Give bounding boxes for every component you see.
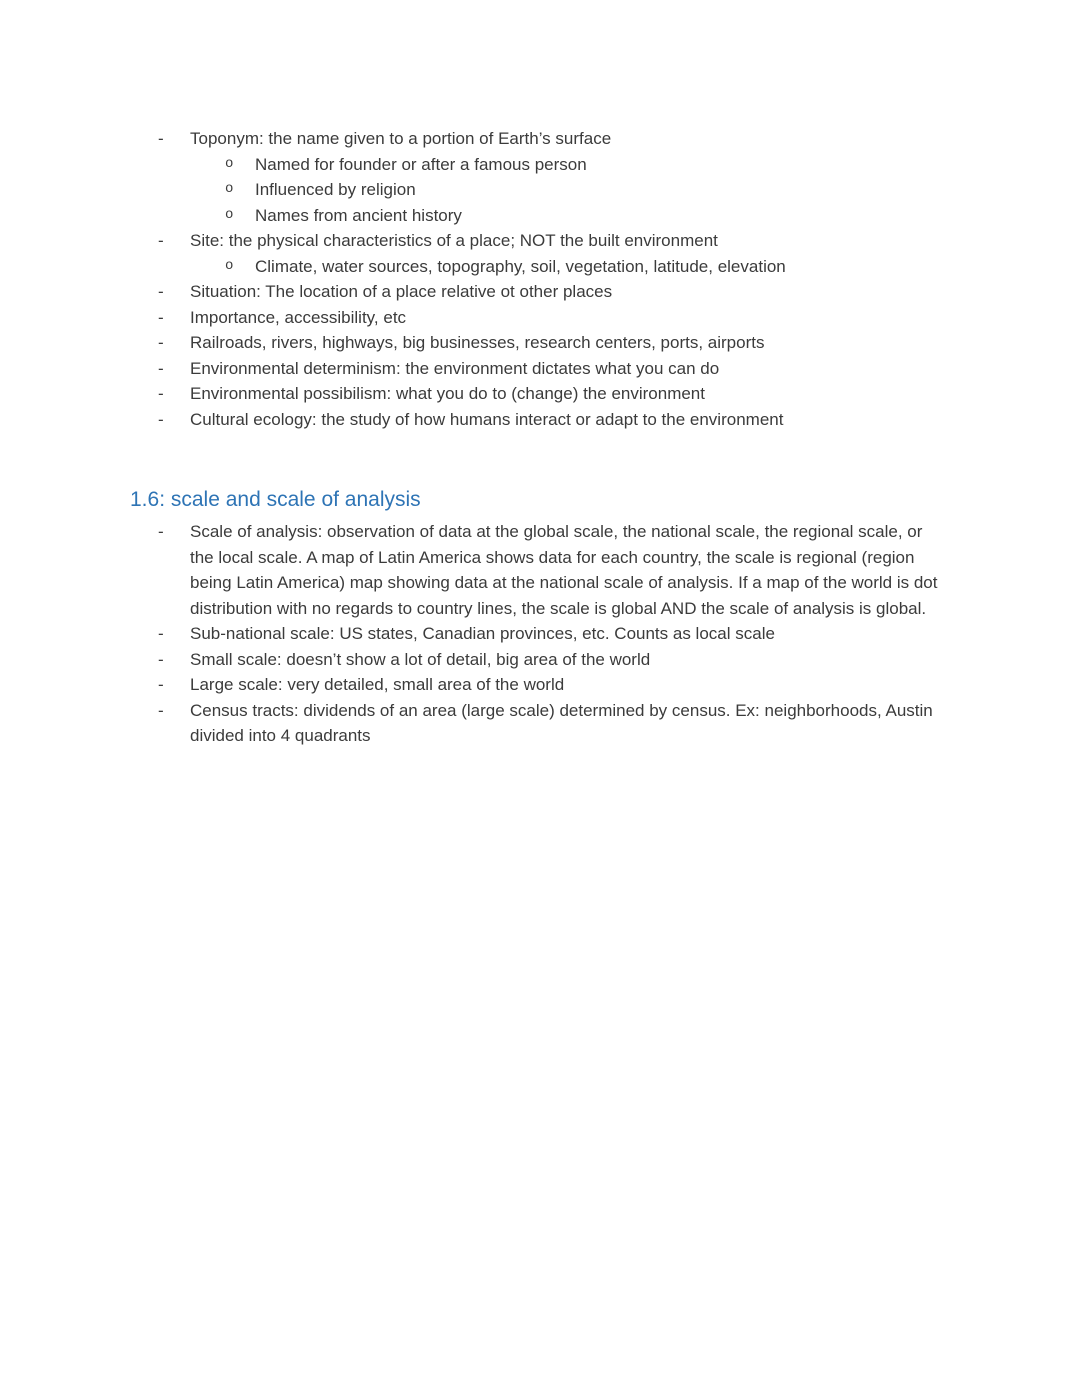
sub-list-item xyxy=(130,254,950,280)
list-item xyxy=(130,407,950,433)
dash-bullet-icon: - xyxy=(158,384,164,403)
dash-bullet-icon: - xyxy=(158,649,164,669)
list-item xyxy=(130,621,950,647)
list-item xyxy=(130,647,950,673)
dash-bullet-icon: - xyxy=(158,522,164,541)
dash-bullet-icon: - xyxy=(158,700,164,720)
list-item xyxy=(130,672,950,698)
dash-bullet-icon: - xyxy=(158,129,164,148)
bullet-list-terms xyxy=(130,126,950,432)
list-item xyxy=(130,381,950,407)
sub-list-item xyxy=(130,152,950,178)
list-item-text: Cultural ecology: the study of how humans interact or adapt to the environment xyxy=(190,409,784,429)
list-item xyxy=(130,519,950,621)
list-item-text: Importance, accessibility, etc xyxy=(190,307,407,327)
list-item-text: Situation: The location of a place relative ot other places xyxy=(190,282,613,301)
dash-bullet-icon: - xyxy=(158,624,164,643)
sub-list-item xyxy=(130,203,950,229)
bullet-list-scale xyxy=(130,519,950,749)
list-item xyxy=(130,305,950,331)
list-item xyxy=(130,356,950,382)
list-item-text: Large scale: very detailed, small area of the world xyxy=(190,675,565,694)
list-item-text: Environmental determinism: the environment dictates what you can do xyxy=(190,358,720,378)
dash-bullet-icon: - xyxy=(158,675,164,694)
sub-list-item-text: Names from ancient history xyxy=(255,205,462,225)
circle-bullet-icon: o xyxy=(225,155,234,172)
circle-bullet-icon: o xyxy=(225,257,234,274)
list-item-text: Small scale: doesn’t show a lot of detail, big area of the world xyxy=(190,649,651,669)
sub-list-item-text: Named for founder or after a famous person xyxy=(255,154,587,174)
dash-bullet-icon: - xyxy=(158,307,164,327)
list-item-text: Census tracts: dividends of an area (large scale) determined by census. Ex: neighborhoods, Austin divided into 4 quadrants xyxy=(190,700,933,745)
circle-bullet-icon: o xyxy=(225,181,234,197)
section-heading: 1.6: scale and scale of analysis xyxy=(130,488,421,511)
list-item xyxy=(130,126,950,152)
dash-bullet-icon: - xyxy=(158,358,164,378)
circle-bullet-icon: o xyxy=(225,206,234,223)
list-item-text: Sub-national scale: US states, Canadian provinces, etc. Counts as local scale xyxy=(190,624,775,643)
list-item-text: Railroads, rivers, highways, big businesses, research centers, ports, airports xyxy=(190,333,765,352)
sub-list-item xyxy=(130,177,950,203)
sub-list-item-text: Influenced by religion xyxy=(255,180,416,199)
dash-bullet-icon: - xyxy=(158,282,164,301)
dash-bullet-icon: - xyxy=(158,231,164,250)
dash-bullet-icon: - xyxy=(158,333,164,352)
sub-list-item-text: Climate, water sources, topography, soil, vegetation, latitude, elevation xyxy=(255,256,786,276)
dash-bullet-icon: - xyxy=(158,409,164,429)
list-item-text: Environmental possibilism: what you do to (change) the environment xyxy=(190,384,705,403)
list-item xyxy=(130,330,950,356)
list-item-text: Scale of analysis: observation of data at the global scale, the national scale, the regional scale, or the local scale. A map of Latin America shows data for each country, the scale is regional (region being Latin America) map showing data at the national scale of analysis. If a map of the world is dot distribution with no regards to country lines, the scale is global AND the scale of analysis is global. xyxy=(190,522,938,618)
list-item-text: Toponym: the name given to a portion of Earth’s surface xyxy=(190,129,612,148)
list-item-text: Site: the physical characteristics of a place; NOT the built environment xyxy=(190,231,718,250)
list-item xyxy=(130,279,950,305)
list-item xyxy=(130,698,950,749)
list-item xyxy=(130,228,950,254)
